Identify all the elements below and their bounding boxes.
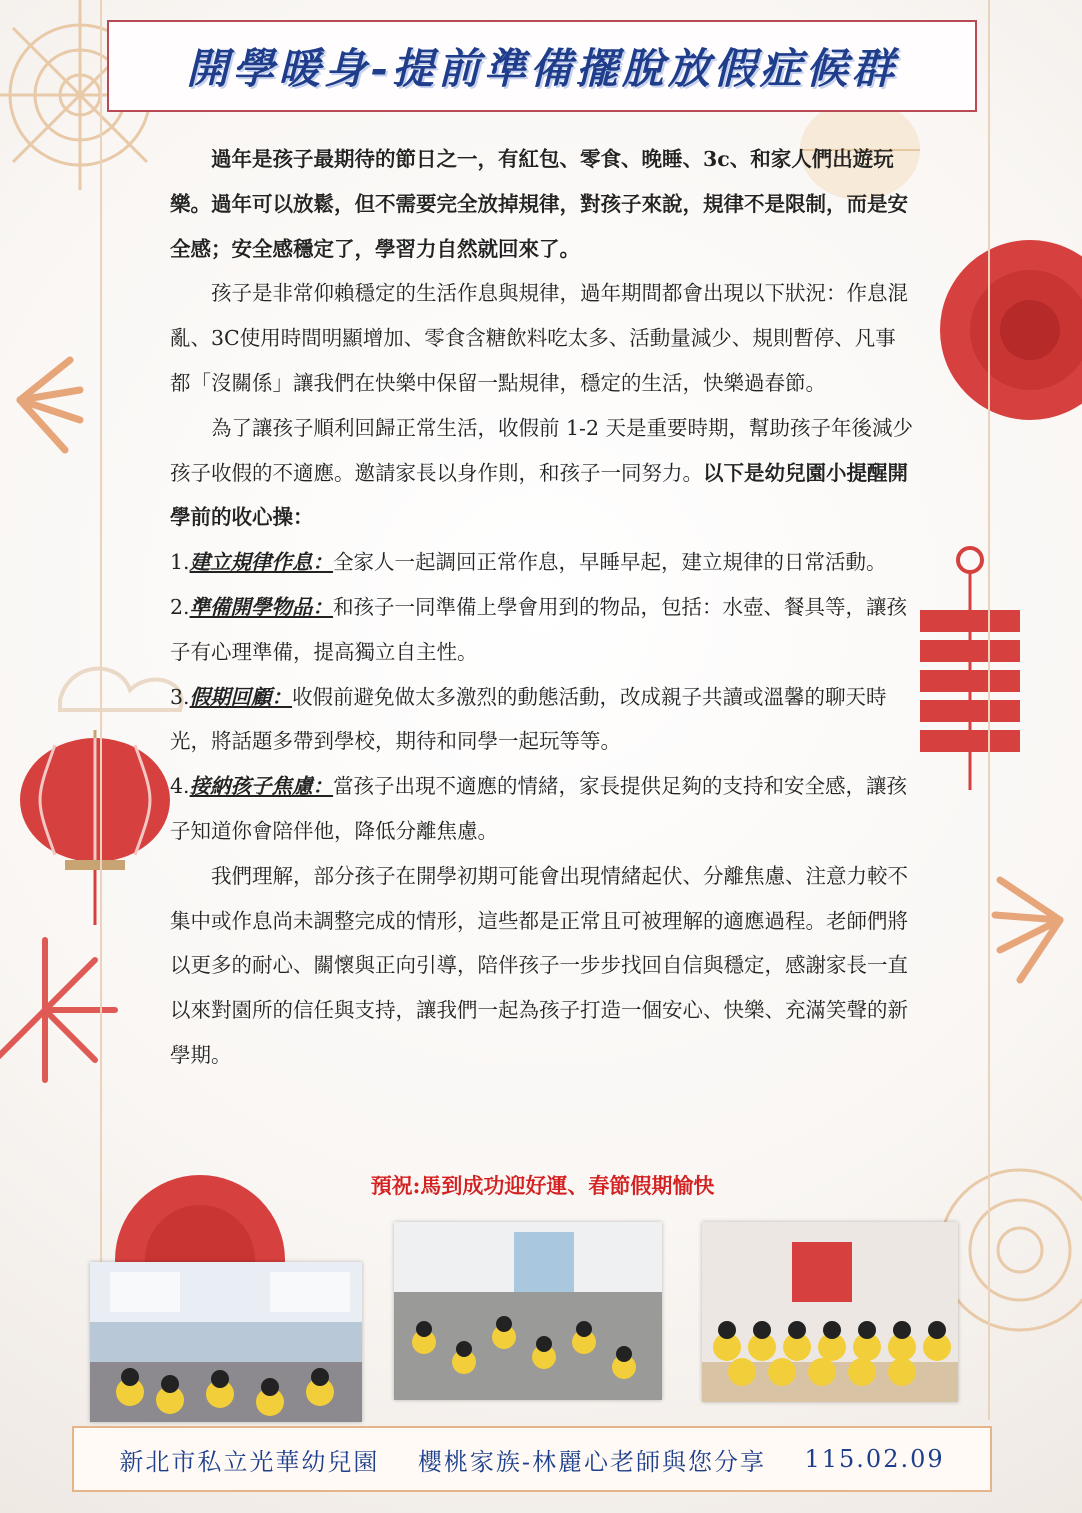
red-flower-right — [940, 240, 1082, 420]
tip-heading: 接納孩子焦慮： — [189, 774, 334, 799]
peach-rays-left — [20, 360, 80, 450]
tip-heading: 假期回顧： — [189, 684, 293, 709]
firecracker-right — [920, 548, 1020, 790]
group-photo — [702, 1222, 958, 1402]
footer-spacer — [379, 1445, 418, 1473]
tip-item-3 — [170, 675, 915, 765]
frame-line-right — [988, 0, 990, 1420]
red-lantern-left — [20, 730, 170, 925]
frame-line-left — [100, 0, 102, 1420]
closing-paragraph: 我們理解，部分孩子在開學初期可能會出現情緒起伏、分離焦慮、注意力較不集中或作息尚未調整完成的情形，這些都是正常且可被理解的適應過程。老師們將以更多的耐心、關懷與正向引導，陪伴孩子一步步找回自信與穩定，感謝家長一直以來對園所的信任與支持，讓我們一起為孩子打造一個安心、快樂、充滿笑聲的新學期。 — [170, 863, 908, 1067]
reminder-text: 為了讓孩子順利回歸正常生活，收假前 1-2 天是重要時期，幫助孩子年後減少孩子收假的不適應。邀請家長以身作則，和孩子一同努力。 — [170, 415, 914, 485]
reminder-bold-text: 以下是幼兒園小提醒開學前的收心操： — [170, 460, 908, 530]
intro-paragraph: 過年是孩子最期待的節日之一，有紅包、零食、晚睡、3c、和家人們出遊玩樂。過年可以放鬆，但不需要完全放掉規律，對孩子來說，規律不是限制，而是安全感；安全感穩定了，學習力自然就回來了。 — [170, 147, 908, 261]
school-name: 新北市私立光華幼兒園 — [119, 1447, 380, 1476]
tip-number: 3. — [170, 684, 190, 709]
blessing-text: 預祝:馬到成功迎好運、春節假期愉快 — [370, 1173, 715, 1198]
classroom-photo-1 — [90, 1262, 362, 1422]
title-box — [107, 20, 977, 112]
tip-text: 全家人一起調回正常作息，早睡早起，建立規律的日常活動。 — [333, 550, 887, 575]
tip-item-1 — [170, 540, 915, 585]
tip-item-2 — [170, 585, 915, 675]
date-text: 115.02.09 — [804, 1445, 945, 1473]
tip-number: 2. — [170, 594, 190, 619]
reminder-paragraph — [170, 406, 915, 540]
situation-paragraph: 孩子是非常仰賴穩定的生活作息與規律，過年期間都會出現以下狀況：作息混亂、3C使用時間明顯增加、零食含糖飲料吃太多、活動量減少、規則暫停、凡事都「沒關係」讓我們在快樂中保留一點規律，穩定的生活，快樂過春節。 — [170, 281, 908, 395]
page-title: 開學暖身-提前準備擺脫放假症候群 — [186, 44, 898, 93]
tip-text: 當孩子出現不適應的情緒，家長提供足夠的支持和安全感，讓孩子知道你會陪伴他，降低分離焦慮。 — [170, 774, 908, 843]
classroom-photo-2 — [394, 1222, 662, 1400]
peach-flower-bottom-right — [940, 1170, 1082, 1330]
tip-number: 4. — [170, 774, 190, 799]
tip-text: 收假前避免做太多激烈的動態活動，改成親子共讀或溫馨的聊天時光，將話題多帶到學校，期待和同學一起玩等等。 — [170, 684, 887, 754]
cloud-left — [60, 669, 182, 710]
tip-heading: 準備開學物品： — [189, 594, 334, 619]
tip-number: 1. — [170, 550, 190, 575]
article-body — [170, 137, 915, 1078]
tip-text: 和孩子一同準備上學會用到的物品，包括：水壺、餐具等，讓孩子有心理準備，提高獨立自主性。 — [170, 594, 908, 664]
peach-rays-right — [995, 880, 1060, 980]
tip-heading: 建立規律作息： — [189, 550, 334, 575]
class-teacher: 櫻桃家族-林麗心老師與您分享 — [417, 1447, 766, 1476]
red-starburst-left — [0, 940, 115, 1080]
footer-spacer — [766, 1445, 805, 1473]
tip-item-4 — [170, 764, 915, 854]
footer-bar — [72, 1426, 992, 1492]
